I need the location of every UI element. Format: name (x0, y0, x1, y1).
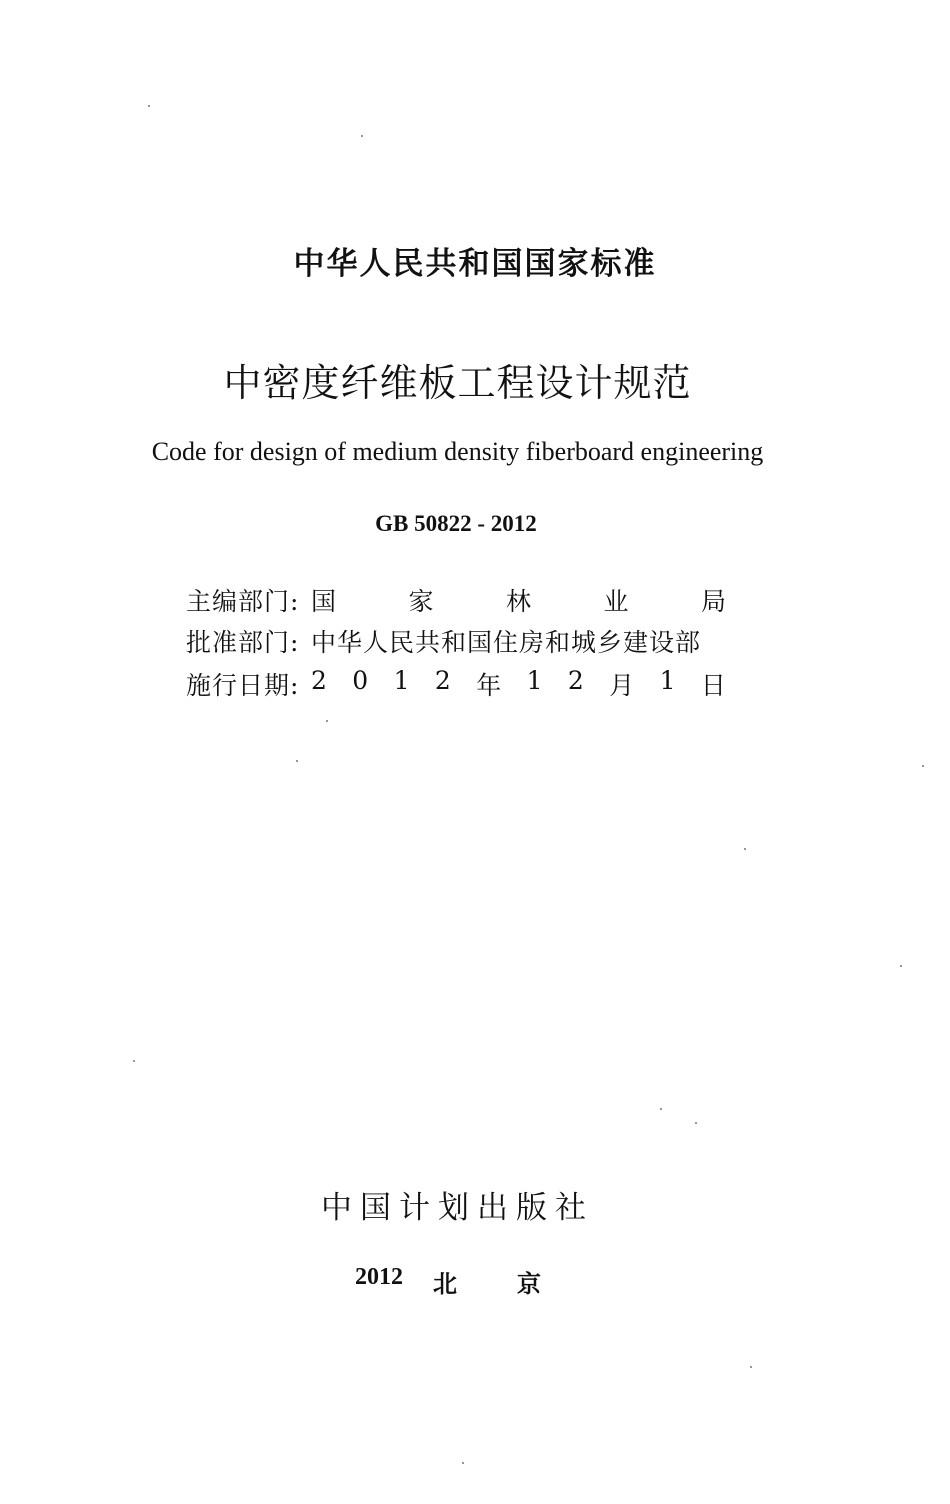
value-char: 0 (352, 666, 369, 695)
scan-speck (900, 965, 902, 967)
value-char: 国 (311, 587, 337, 616)
scan-speck (296, 760, 298, 762)
city-char: 北 (433, 1270, 457, 1298)
value-char: 2 (434, 666, 451, 695)
value-char: 1 (526, 666, 543, 695)
value-char: 1 (393, 666, 410, 695)
publication-place (355, 1264, 541, 1299)
approval-department-value (311, 623, 726, 659)
editor-department-value (311, 582, 726, 618)
value-char: 局 (700, 587, 726, 616)
standard-code: GB 50822 - 2012 (375, 511, 537, 536)
scan-speck (660, 1108, 662, 1110)
scan-speck (750, 1366, 752, 1368)
value-char: 林 (505, 587, 531, 616)
scan-speck (922, 765, 924, 767)
document-title-english: Code for design of medium density fiberboard engineering (151, 437, 764, 466)
scan-speck (133, 1060, 135, 1062)
approval-department-row (186, 624, 726, 658)
scan-speck (695, 1122, 697, 1124)
value-char: 家 (408, 587, 434, 616)
value-char: 2 (311, 666, 327, 695)
effective-date-value (311, 666, 726, 702)
scan-speck (462, 1462, 464, 1464)
value-char: 日 (700, 671, 726, 700)
value-char: 年 (476, 671, 502, 700)
value-char: 业 (603, 587, 629, 616)
publication-city (433, 1264, 541, 1299)
editor-department-label: 主编部门: (186, 587, 300, 616)
approval-department-label: 批准部门: (186, 628, 300, 657)
scan-speck (744, 848, 746, 850)
publisher-name: 中国计划出版社 (321, 1190, 594, 1226)
value-char: 月 (609, 671, 635, 700)
effective-date-label: 施行日期: (186, 671, 300, 700)
value-char: 2 (567, 666, 584, 695)
effective-date-row (186, 667, 726, 701)
publication-year: 2012 (355, 1264, 403, 1290)
scan-speck (326, 720, 328, 722)
scan-speck (148, 105, 150, 107)
value-text: 中华人民共和国住房和城乡建设部 (311, 628, 702, 657)
document-title-chinese: 中密度纤维板工程设计规范 (223, 361, 692, 405)
editor-department-row (186, 583, 726, 617)
value-char: 1 (659, 666, 676, 695)
standard-series-heading: 中华人民共和国国家标准 (293, 246, 657, 282)
scan-speck (361, 135, 363, 137)
city-char: 京 (517, 1270, 541, 1298)
